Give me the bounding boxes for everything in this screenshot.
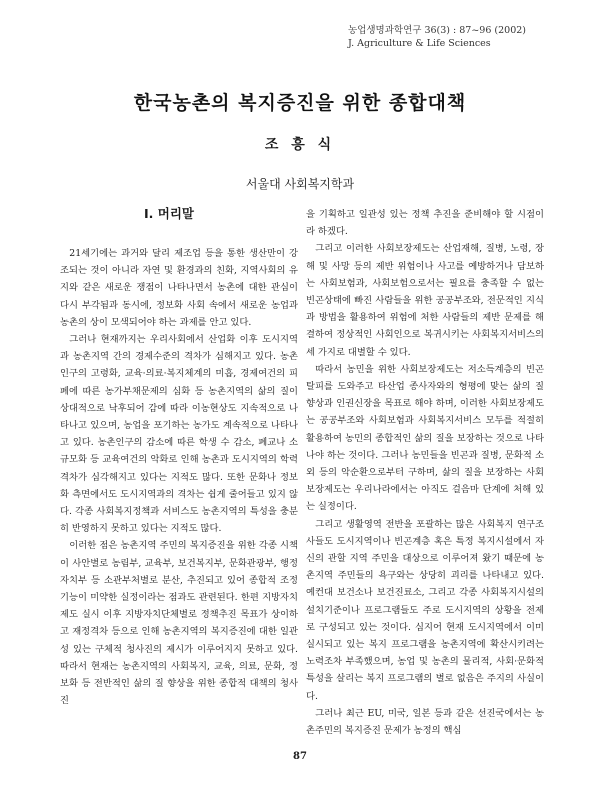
paragraph: 그러나 최근 EU, 미국, 일본 등과 같은 선진국에서는 농촌주민의 복지증진 문제가 농정의 핵심 [306,707,544,737]
article-title: 한국농촌의 복지증진을 위한 종합대책 [133,92,467,114]
paragraph: 그러나 현재까지는 우리사회에서 산업화 이후 도시지역과 농촌지역 간의 경제수준의 격차가 심해지고 있다. 농촌인구의 고령화, 교육·의료·복지체계의 미흡, 경제여건의 피폐에 따른 농가부채문제의 심화 등 농촌지역의 삶의 질이 상대적으로 낙후되어 감에 따라 이농현상도 지속적으로 나타나고 있으며, 농업을 포기하는 농가도 계속적으로 나타나고 있다. 농촌인구의 감소에 따른 학생 수 감소, 폐교나 소규모화 등 교육여건의 악화로 인해 농촌과 도시지역의 학력격차가 심각해지고 있다는 지적도 많다. 또한 문화나 정보화 측면에서도 도시지역과의 격차는 쉽게 줄어들고 있지 않다. 각종 사회복지정책과 서비스도 농촌지역의 특성을 충분히 반영하지 못하고 있다는 지적도 많다. [60,334,298,535]
paragraph: 그리고 생활영역 전반을 포괄하는 많은 사회복지 연구조사들도 도시지역이나 빈곤계층 혹은 특정 복지시설에서 자신의 관할 지역 주민을 대상으로 이루어져 왔기 때문에 농촌지역 주민들의 욕구와는 상당히 괴리를 나타내고 있다. 예컨대 보건소나 보건진료소, 그리고 각종 사회복지시설의 설치기준이나 프로그램들도 주로 도시지역의 상황을 전제로 구성되고 있는 것이다. 심지어 현재 도시지역에서 이미 실시되고 있는 복지 프로그램을 농촌지역에 확산시키려는 노력조차 부족했으며, 농업 및 농촌의 물리적, 사회·문화적 특성을 살리는 복지 프로그램의 별로 없음은 주지의 사실이다. [306,518,544,702]
paragraph: 따라서 농민을 위한 사회보장제도는 저소득계층의 빈곤탈피를 도와주고 타산업 종사자와의 형평에 맞는 삶의 질 향상과 인권신장을 목표로 해야 하며, 이러한 사회보장제도는 공공부조와 사회보험과 사회복지서비스 모두를 적절히 활용하여 농민의 종합적인 삶의 질을 보장하는 것으로 나타나야 하는 것이다. 그러나 농민들을 빈곤과 질병, 문화적 소외 등의 악순환으로부터 구하며, 삶의 질을 보장하는 사회보장제도는 우리나라에서는 아직도 걸음마 단계에 처해 있는 실정이다. [306,363,544,513]
journal-citation-korean: 농업생명과학연구 36(3) : 87~96 (2002) [348,25,526,36]
left-column [60,205,298,709]
journal-citation [348,24,526,50]
article-author: 조 흥 식 [264,137,336,153]
page-number: 87 [293,751,307,762]
paragraph: 이러한 점은 농촌지역 주민의 복지증진을 위한 각종 시책이 사안별로 농림부, 교육부, 보건복지부, 문화관광부, 행정자치부 등 소관부처별로 분산, 추진되고 있어 종합적 조정 기능이 미약한 실정이라는 점과도 관련된다. 한편 지방자치제도 실시 이후 지방자치단체별로 정책추진 목표가 상이하고 재정격차 등으로 인해 농촌지역의 복지증진에 대한 일관성 있는 구체적 청사진의 제시가 이루어지지 못하고 있다. 따라서 현재는 농촌지역의 사회복지, 교육, 의료, 문화, 정보화 등 전반적인 삶의 질 향상을 위한 종합적 대책의 청사진 [60,540,298,707]
paragraph-continued: 을 기획하고 일관성 있는 정책 추진을 준비해야 할 시점이라 하겠다. [306,209,544,238]
author-affiliation: 서울대 사회복지학과 [245,177,355,191]
paragraph: 21세기에는 과거와 달리 제조업 등을 통한 생산만이 강조되는 것이 아니라 자연 및 환경과의 친화, 지역사회의 유지와 같은 새로운 쟁점이 나타나면서 농촌에 대한 관심이 다시 부각됨과 동시에, 정보화 사회 속에서 새로운 농업과 농촌의 상이 모색되어야 하는 과제를 안고 있다. [60,248,298,328]
paragraph: 그리고 이러한 사회보장제도는 산업재해, 질병, 노령, 장해 및 사망 등의 제반 위험이나 사고를 예방하거나 담보하는 사회보험과, 사회보험으로서는 필요를 충족할 수 없는 빈곤상태에 빠진 사람들을 위한 공공부조와, 전문적인 지식과 방법을 활용하여 위험에 처한 사람들의 제반 문제를 해결하여 정상적인 사회인으로 복귀시키는 사회복지서비스의 세 가지로 대별할 수 있다. [306,243,544,358]
journal-citation-english: J. Agriculture & Life Sciences [348,38,491,49]
section-heading: Ⅰ. 머리말 [144,206,194,221]
right-column [306,206,544,739]
